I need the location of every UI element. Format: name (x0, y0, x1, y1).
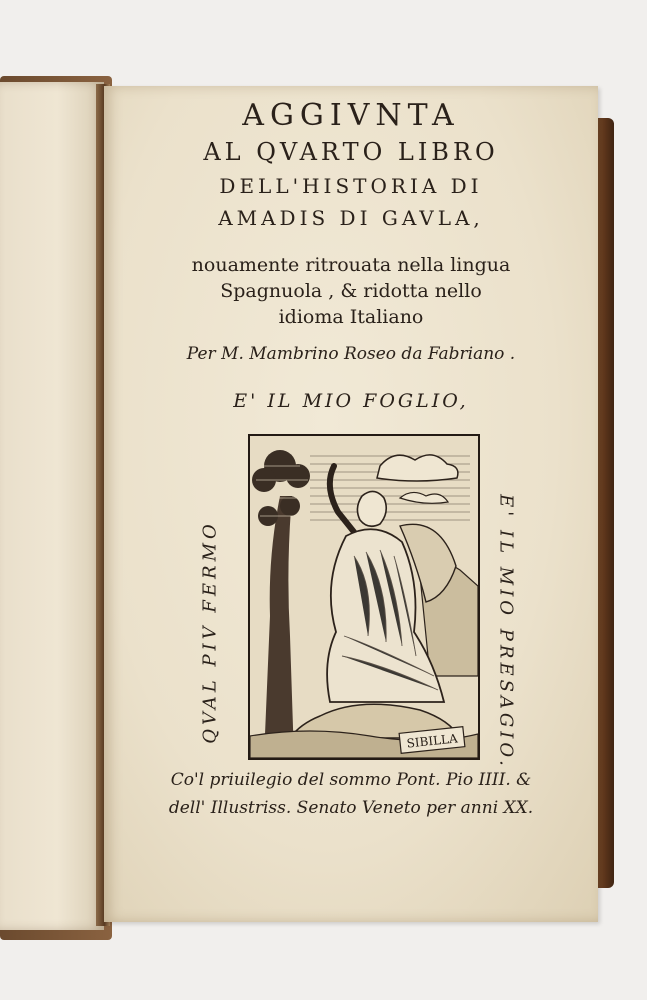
privilege-line-2: dell' Illustriss. Senato Veneto per anni XX. (168, 798, 534, 818)
title-line-4: AMADIS DI GAVLA, (218, 206, 484, 230)
title-line-2: AL QVARTO LIBRO (203, 138, 499, 166)
right-cover-edge (596, 118, 614, 888)
motto-right: E' IL MIO PRESAGIO. (495, 494, 517, 770)
woodcut-illustration (250, 436, 478, 758)
left-flyleaf (0, 82, 104, 930)
subtitle-line-2: Spagnuola , & ridotta nello (220, 280, 482, 302)
sibyl-woodcut (248, 434, 480, 760)
motto-top: E' IL MIO FOGLIO, (233, 390, 469, 412)
title-line-1: AGGIVNTA (242, 98, 460, 133)
privilege-line-1: Co'l priuilegio del sommo Pont. Pio IIII. & (170, 770, 532, 790)
title-page (104, 86, 598, 922)
woodcut-label: SIBILLA (405, 731, 459, 751)
author-line: Per M. Mambrino Roseo da Fabriano . (186, 344, 516, 364)
motto-left: QVAL PIV FERMO (199, 520, 221, 744)
subtitle-line-3: idioma Italiano (278, 306, 424, 328)
subtitle-line-1: nouamente ritrouata nella lingua (191, 254, 511, 276)
title-line-3: DELL'HISTORIA DI (219, 174, 483, 198)
